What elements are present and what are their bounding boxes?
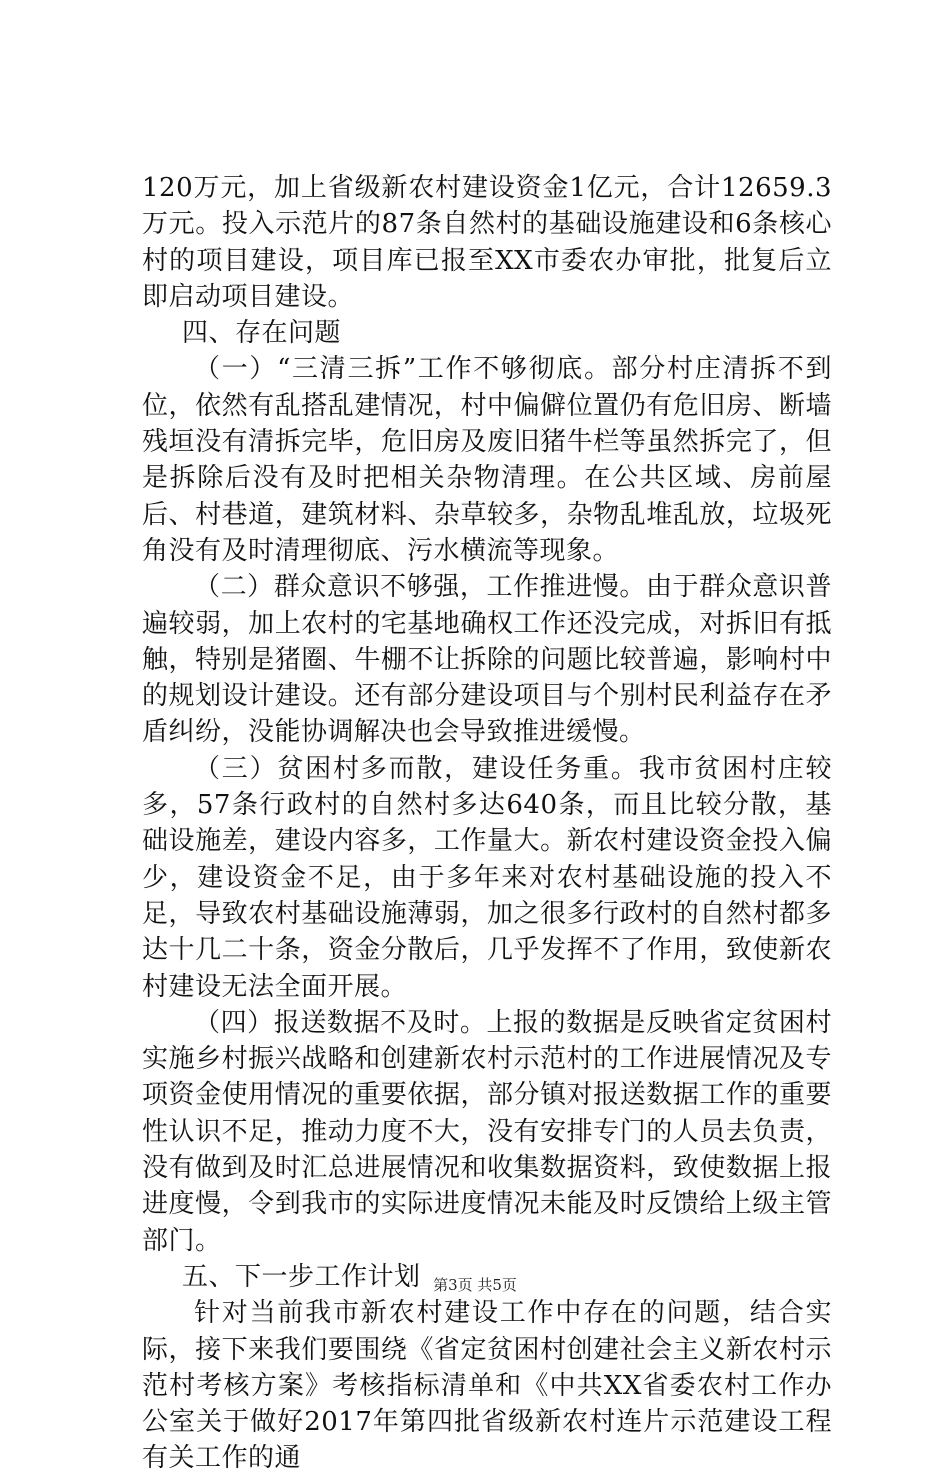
paragraph-problem-1: （一）“三清三拆”工作不够彻底。部分村庄清拆不到位，依然有乱搭乱建情况，村中偏僻位置仍有危旧房、断墙残垣没有清拆完毕，危旧房及废旧猪牛栏等虽然拆完了，但是拆除后没有及时把相关杂物清理。在公共区域、房前屋后、村巷道，建筑材料、杂草较多，杂物乱堆乱放，垃圾死角没有及时清理彻底、污水横流等现象。: [142, 354, 832, 566]
paragraph-problem-2: （二）群众意识不够强，工作推进慢。由于群众意识普遍较弱，加上农村的宅基地确权工作还没完成，对拆旧有抵触，特别是猪圈、牛棚不让拆除的问题比较普遍，影响村中的规划设计建设。还有部分建设项目与个别村民利益存在矛盾纠纷，没能协调解决也会导致推进缓慢。: [142, 572, 832, 748]
page-footer: 第3页 共5页: [433, 1276, 517, 1294]
paragraph-problem-4: （四）报送数据不及时。上报的数据是反映省定贫困村实施乡村振兴战略和创建新农村示范村的工作进展情况及专项资金使用情况的重要依据，部分镇对报送数据工作的重要性认识不足，推动力度不大，没有安排专门的人员去负责，没有做到及时汇总进展情况和收集数据资料，致使数据上报进度慢，令到我市的实际进度情况未能及时反馈给上级主管部门。: [142, 1007, 832, 1256]
paragraph-funding-continuation: 120万元，加上省级新农村建设资金1亿元，合计12659.3万元。投入示范片的87条自然村的基础设施建设和6条核心村的项目建设，项目库已报至XX市委农办审批，批复后立即启动项目建设。: [142, 173, 832, 312]
section-heading-problems: 四、存在问题: [182, 318, 342, 349]
paragraph-next-steps: 针对当前我市新农村建设工作中存在的问题，结合实际，接下来我们要围绕《省定贫困村创建社会主义新农村示范村考核方案》考核指标清单和《中共XX省委农村工作办公室关于做好2017年第四批省级新农村连片示范建设工程有关工作的通: [142, 1298, 832, 1474]
paragraph-problem-3: （三）贫困村多而散，建设任务重。我市贫困村庄较多，57条行政村的自然村多达640条，而且比较分散，基础设施差，建设内容多，工作量大。新农村建设资金投入偏少，建设资金不足，由于多年来对农村基础设施的投入不足，导致农村基础设施薄弱，加之很多行政村的自然村都多达十几二十条，资金分散后，几乎发挥不了作用，致使新农村建设无法全面开展。: [142, 753, 832, 1002]
section-heading-next-steps: 五、下一步工作计划: [182, 1261, 421, 1292]
